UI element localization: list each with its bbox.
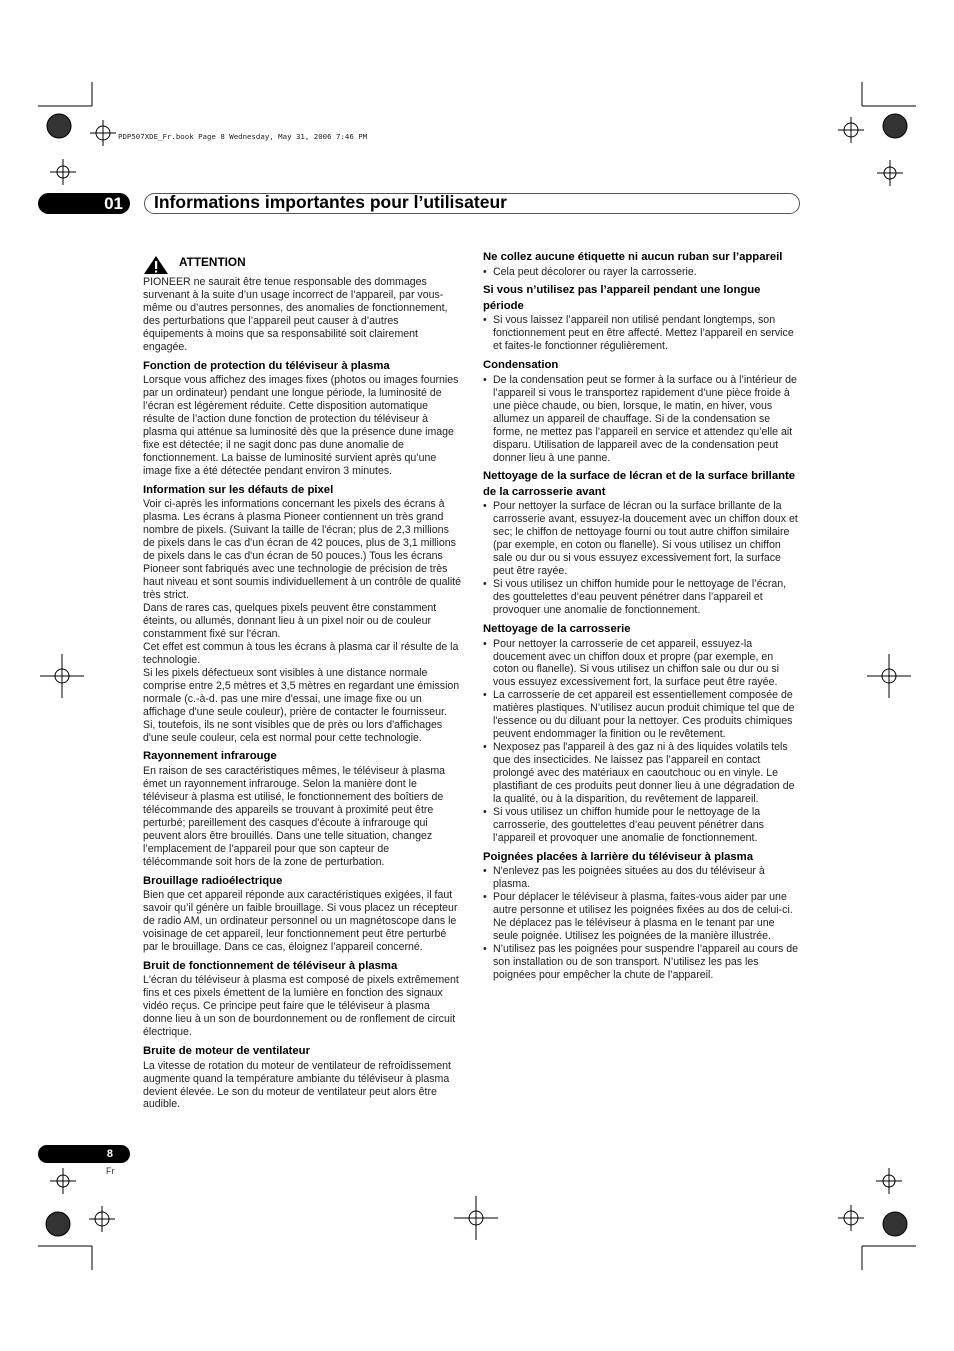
attention-text: PIONEER ne saurait être tenue responsable des dommages survenant à la suite d’un usage incorrect de l’appareil, par vous-même ou d’autres personnes, des anomalies de fonctionnement, des perturbations que l’appareil peut causer à d’autres équipements à moins que sa responsabilité soit clairement engagée. xyxy=(143,276,448,353)
section-text: Bien que cet appareil réponde aux caractéristiques exigées, il faut savoir qu’il génère un faible brouillage. Si vous placez un récepteur de radio AM, un ordinateur personnel ou un magnétoscope dans le voisinage de cet appareil, leur fonctionnement peut être perturbé par le brouillage. Dans ce cas, éloignez l’appareil concerné. xyxy=(143,889,458,953)
section-text: En raison de ses caractéristiques mêmes, le téléviseur à plasma émet un rayonnement infrarouge. Selon la manière dont le téléviseur à plasma est utilisé, le fonctionnement des boîtiers de télécommande des appareils se trouvant à proximité peut être perturbé; pareillement des casques d'écoute à infrarouge qui peuvent alors être brouillés. Dans une telle situation, changez l’emplacement de l’appareil pour que son capteur de télécommande soit hors de la zone de perturbation. xyxy=(143,764,446,868)
bullet-list xyxy=(483,314,801,353)
bullet-list xyxy=(483,638,801,845)
list-item: • Si vous laissez l’appareil non utilisé pendant longtemps, son fonctionnement peut en être affecté. Mettez l’appareil en service et faites-le fonctionner régulièrement. xyxy=(483,314,801,353)
list-item: • De la condensation peut se former à la surface ou à l’intérieur de l’appareil si vous le transportez rapidement d’une pièce froide à une pièce chaude, ou bien, lorsque, le matin, en hiver, vous allumez un appareil de chauffage. Si de la condensation se forme, ne mettez pas l’appareil en service et attendez qu’elle ait disparu. Utilisation de lappareil avec de la condensation peut donner lieu à une panne. xyxy=(483,374,801,465)
section-text: Cet effet est commun à tous les écrans à plasma car il résulte de la technologie. xyxy=(143,640,459,666)
list-item: • Pour nettoyer la surface de lécran ou la surface brillante de la carrosserie avant, essuyez-la doucement avec un chiffon doux et sec; le chiffon de nettoyage fourni ou tout autre chiffon similaire (par exemple, en coton ou flanelle). Si vous utilisez un chiffon sale ou dur ou si vous essuyez excessivement fort, la surface peut être rayée. xyxy=(483,500,801,578)
section-title: Bruit de fonctionnement de téléviseur à plasma xyxy=(143,959,398,972)
section-text: Lorsque vous affichez des images fixes (photos ou images fournies par un ordinateur) pendant une longue période, la luminosité de l’écran est légèrement réduite. Cette disposition automatique résulte de l’action dune fonction de protection du téléviseur à plasma qui atténue sa luminosité dès que la présence dune image fixe est détectée; il ne sagit donc pas dune anomalie de fonctionnement. La baisse de luminosité survient après qu’une image fixe a été détectée pendant environ 3 minutes. xyxy=(143,374,459,477)
bullet-list xyxy=(483,374,801,465)
left-column xyxy=(143,254,461,1111)
list-item: • Si vous utilisez un chiffon humide pour le nettoyage de l’écran, des gouttelettes d’eau peuvent pénétrer dans l’appareil et provoquer une anomalie de fonctionnement. xyxy=(483,578,801,617)
book-info-line: PDP507XDE_Fr.book Page 8 Wednesday, May 31, 2006 7:46 PM xyxy=(118,132,368,141)
list-item: • Si vous utilisez un chiffon humide pour le nettoyage de la carrosserie, des gouttelettes d’eau peuvent pénétrer dans l’appareil et provoquer une anomalie de fonctionnement. xyxy=(483,806,801,845)
list-item: • N'enlevez pas les poignées situées au dos du téléviseur à plasma. xyxy=(483,865,801,891)
section-title: Brouillage radioélectrique xyxy=(143,874,283,887)
list-item: • Cela peut décolorer ou rayer la carrosserie. xyxy=(483,266,801,279)
list-item: • La carrosserie de cet appareil est essentiellement composée de matières plastiques. N’utilisez aucun produit chimique tel que de l'essence ou du diluant pour la nettoyer. Ces produits chimiques peuvent endommager la finition ou le revêtement. xyxy=(483,689,801,741)
section-text: L'écran du téléviseur à plasma est composé de pixels extrêmement fins et ces pixels émettent de la lumière en fonction des signaux vidéo reçus. Ce principe peut faire que le téléviseur à plasma donne lieu à un son de bourdonnement ou de ronflement de circuit électrique. xyxy=(143,974,459,1039)
section-title: Bruite de moteur de ventilateur xyxy=(143,1045,310,1058)
section-title: Fonction de protection du téléviseur à plasma xyxy=(143,359,390,372)
section-title: Condensation xyxy=(483,359,559,372)
section-text: Voir ci-après les informations concernant les pixels des écrans à plasma. Les écrans à plasma Pioneer contiennent un très grand nombre de pixels. (Suivant la taille de l'écran; plus de 2,3 millions de pixels dans le cas d'un écran de 42 pouces, plus de 3,1 millions de pixels dans le cas d'un écran de 50 pouces.) Tous les écrans Pioneer sont fabriqués avec une technologie de précision de très haut niveau et sont soumis individuellement à un contrôle de qualité très strict. xyxy=(143,498,462,602)
section-title: Si vous n’utilisez pas l’appareil pendant une longue période xyxy=(483,284,761,312)
list-item: • N’utilisez pas les poignées pour suspendre l’appareil au cours de son installation ou de son transport. N’utilisez les pas les poignées pour empêcher la chute de l’appareil. xyxy=(483,943,801,982)
bullet-list xyxy=(483,500,801,617)
section-text: Si les pixels défectueux sont visibles à une distance normale comprise entre 2,5 mètres et 3,5 mètres en regardant une émission normale (c.-à-d. pas une mire d'essai, une image fixe ou un affichage d'une seule couleur), prière de contacter le fournisseur. xyxy=(143,666,460,718)
section-title: Nettoyage de la surface de lécran et de la surface brillante de la carrosserie avant xyxy=(483,470,796,498)
section-text: Si, toutefois, ils ne sont visibles que de près ou lors d'affichages d'une seule couleur, cela est normal pour cette technologie. xyxy=(143,718,443,744)
bullet-list xyxy=(483,266,801,279)
warning-triangle-icon xyxy=(143,255,169,275)
chapter-number: 01 xyxy=(38,193,130,214)
section-title: Ne collez aucune étiquette ni aucun ruban sur l’appareil xyxy=(483,251,783,263)
list-item: • Pour nettoyer la carrosserie de cet appareil, essuyez-la doucement avec un chiffon doux et propre (par exemple, en coton ou flanelle). Si vous utilisez un chiffon sale ou dur ou si vous essuyez excessivement fort, la surface peut être rayée. xyxy=(483,638,801,690)
list-item: • Pour déplacer le téléviseur à plasma, faites-vous aider par une autre personne et utilisez les poignées fixées au dos de celui-ci. Ne déplacez pas le téléviseur à plasma en le tenant par une seule poignée. Utilisez les poignées de la manière illustrée. xyxy=(483,891,801,943)
section-text: La vitesse de rotation du moteur de ventilateur de refroidissement augmente quand la température ambiante du téléviseur à plasma devient élevée. Le son du moteur de ventilateur peut alors être audible. xyxy=(143,1059,451,1111)
attention-title: ATTENTION xyxy=(179,255,246,269)
page-language: Fr xyxy=(106,1166,115,1176)
section-title: Information sur les défauts de pixel xyxy=(143,483,334,496)
section-title: Nettoyage de la carrosserie xyxy=(483,623,631,636)
right-column xyxy=(483,250,801,982)
chapter-title: Informations importantes pour l’utilisateur xyxy=(154,192,507,212)
page-number: 8 xyxy=(38,1145,130,1163)
section-title: Poignées placées à larrière du téléviseur à plasma xyxy=(483,850,754,863)
list-item: • Nexposez pas l'appareil à des gaz ni à des liquides volatils tels que des insecticides. Ne laissez pas l’appareil en contact prolongé avec des matériaux en caoutchouc ou en vinyle. Le plastifiant de ces produits peut donner lieu à une dégradation de la qualité, ou à la disparition, du revêtement de lappareil. xyxy=(483,741,801,806)
section-title: Rayonnement infrarouge xyxy=(143,750,277,763)
section-text: Dans de rares cas, quelques pixels peuvent être constamment éteints, ou allumés, donnant lieu à un pixel noir ou de couleur constamment fixé sur l'écran. xyxy=(143,601,437,640)
attention-header xyxy=(143,254,461,276)
bullet-list xyxy=(483,865,801,982)
